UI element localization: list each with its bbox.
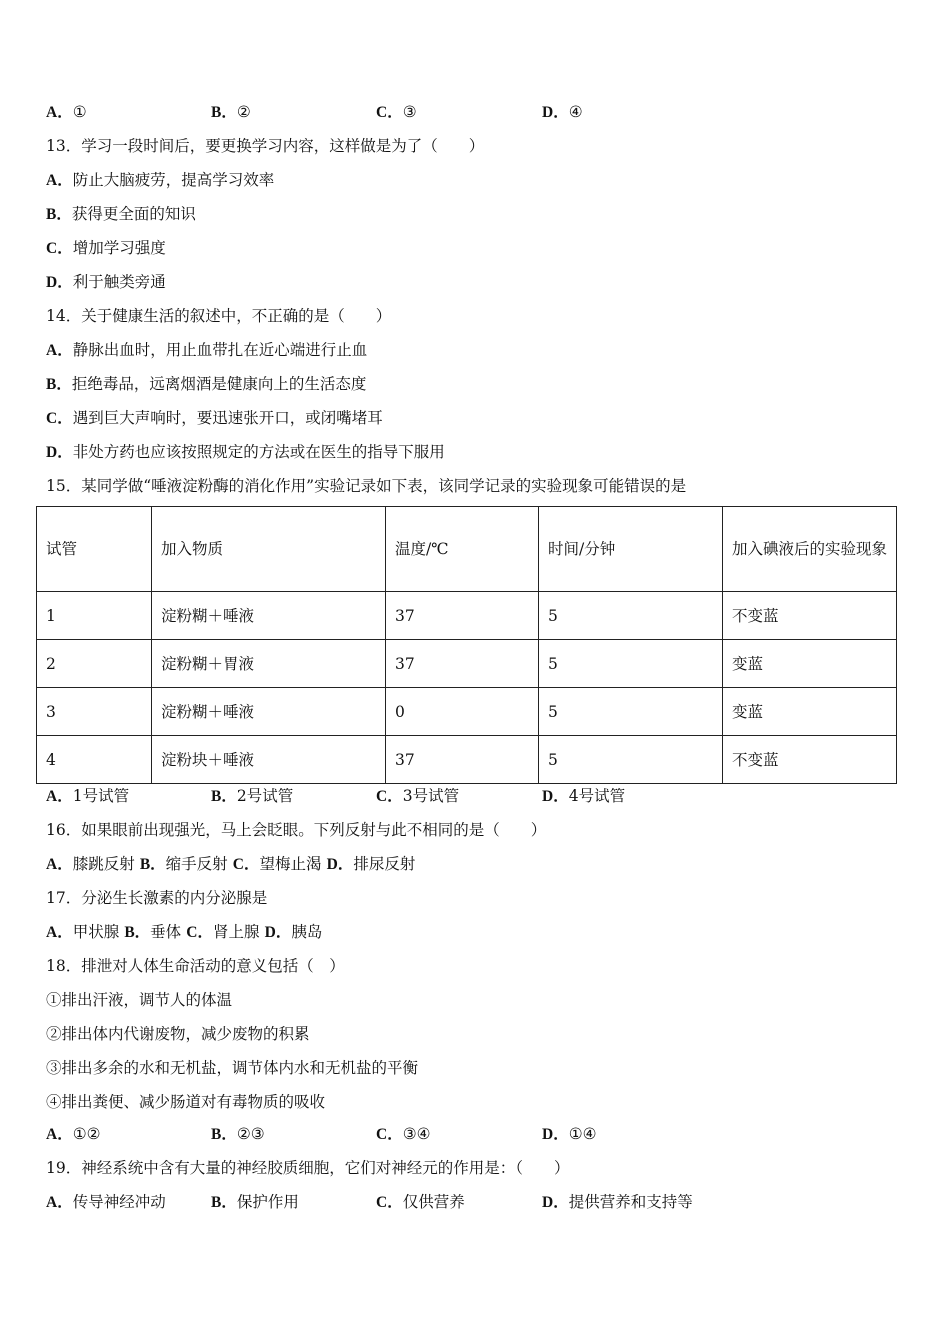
table-cell: 淀粉糊＋唾液: [152, 688, 386, 736]
q18-option-d: D．①④: [542, 1125, 597, 1143]
q14-stem: 14．关于健康生活的叙述中，不正确的是（ ）: [46, 307, 392, 325]
table-cell: 2: [37, 640, 152, 688]
table-cell: 5: [539, 688, 723, 736]
table-row: [37, 592, 897, 640]
table-cell: 淀粉块＋唾液: [152, 736, 386, 784]
q19-option-b: B．保护作用: [211, 1193, 299, 1211]
q19-option-a: A．传导神经冲动: [46, 1193, 166, 1211]
q12-options: [46, 102, 906, 122]
q16-option-a: A．膝跳反射: [46, 855, 135, 873]
table-cell: 5: [539, 736, 723, 784]
table-row: [37, 736, 897, 784]
table-cell: 37: [386, 592, 539, 640]
table-header-cell: 试管: [37, 507, 152, 592]
table-cell: 淀粉糊＋唾液: [152, 592, 386, 640]
q18-item-4: ④排出粪便、减少肠道对有毒物质的吸收: [46, 1093, 326, 1111]
q12-option-c: C．③: [376, 103, 417, 121]
q19-stem: 19．神经系统中含有大量的神经胶质细胞，它们对神经元的作用是：（ ）: [46, 1159, 570, 1177]
q16-option-c: C．望梅止渴: [232, 855, 322, 873]
q18-stem: 18．排泄对人体生命活动的意义包括（ ）: [46, 957, 345, 975]
table-cell: 4: [37, 736, 152, 784]
q13-option-d: D．利于触类旁通: [46, 273, 166, 291]
q18-options: [46, 1124, 906, 1144]
q18-option-a: A．①②: [46, 1125, 101, 1143]
q12-option-d: D．④: [542, 103, 583, 121]
q19-options: [46, 1192, 906, 1212]
q12-option-a: A．①: [46, 103, 87, 121]
q18-option-c: C．③④: [376, 1125, 431, 1143]
table-header-cell: 加入碘液后的实验现象: [723, 507, 897, 592]
q17-option-d: D．胰岛: [264, 923, 323, 941]
q18-item-1: ①排出汗液，调节人的体温: [46, 991, 233, 1009]
q16-option-b: B．缩手反射: [139, 855, 228, 873]
q13-stem: 13．学习一段时间后，要更换学习内容，这样做是为了（ ）: [46, 137, 485, 155]
table-cell: 变蓝: [723, 688, 897, 736]
q17-option-b: B．垂体: [124, 923, 182, 941]
q17-option-c: C．肾上腺: [186, 923, 260, 941]
q13-option-c: C．增加学习强度: [46, 239, 166, 257]
q13-option-b: B．获得更全面的知识: [46, 205, 196, 223]
table-cell: 1: [37, 592, 152, 640]
q16-options: [46, 854, 415, 875]
table-header-cell: 温度/℃: [386, 507, 539, 592]
q12-option-b: B．②: [211, 103, 251, 121]
q15-option-c: C．3号试管: [376, 787, 460, 805]
experiment-table: [36, 506, 897, 784]
table-cell: 5: [539, 640, 723, 688]
q19-option-d: D．提供营养和支持等: [542, 1193, 693, 1211]
table-cell: 不变蓝: [723, 592, 897, 640]
q18-option-b: B．②③: [211, 1125, 265, 1143]
q14-option-a: A．静脉出血时，用止血带扎在近心端进行止血: [46, 341, 368, 359]
q19-option-c: C．仅供营养: [376, 1193, 465, 1211]
q15-option-d: D．4号试管: [542, 787, 626, 805]
q15-options: [46, 786, 906, 806]
q14-option-d: D．非处方药也应该按照规定的方法或在医生的指导下服用: [46, 443, 445, 461]
q17-option-a: A．甲状腺: [46, 923, 120, 941]
table-cell: 37: [386, 736, 539, 784]
q14-option-b: B．拒绝毒品，远离烟酒是健康向上的生活态度: [46, 375, 367, 393]
table-cell: 0: [386, 688, 539, 736]
table-cell: 淀粉糊＋胃液: [152, 640, 386, 688]
q15-option-b: B．2号试管: [211, 787, 294, 805]
q15-stem: 15．某同学做“唾液淀粉酶的消化作用”实验记录如下表，该同学记录的实验现象可能错误的是: [46, 477, 687, 495]
table-row: [37, 688, 897, 736]
q15-option-a: A．1号试管: [46, 787, 130, 805]
table-row: [37, 640, 897, 688]
table-cell: 5: [539, 592, 723, 640]
table-cell: 3: [37, 688, 152, 736]
q16-option-d: D．排尿反射: [326, 855, 416, 873]
table-cell: 37: [386, 640, 539, 688]
table-header-cell: 时间/分钟: [539, 507, 723, 592]
q18-item-2: ②排出体内代谢废物，减少废物的积累: [46, 1025, 310, 1043]
table-header-cell: 加入物质: [152, 507, 386, 592]
table-header-row: [37, 507, 897, 592]
table-cell: 不变蓝: [723, 736, 897, 784]
q17-options: [46, 922, 322, 943]
q17-stem: 17．分泌生长激素的内分泌腺是: [46, 889, 268, 907]
table-cell: 变蓝: [723, 640, 897, 688]
q13-option-a: A．防止大脑疲劳，提高学习效率: [46, 171, 275, 189]
q18-item-3: ③排出多余的水和无机盐，调节体内水和无机盐的平衡: [46, 1059, 419, 1077]
q16-stem: 16．如果眼前出现强光，马上会眨眼。下列反射与此不相同的是（ ）: [46, 821, 547, 839]
q14-option-c: C．遇到巨大声响时，要迅速张开口，或闭嘴堵耳: [46, 409, 383, 427]
